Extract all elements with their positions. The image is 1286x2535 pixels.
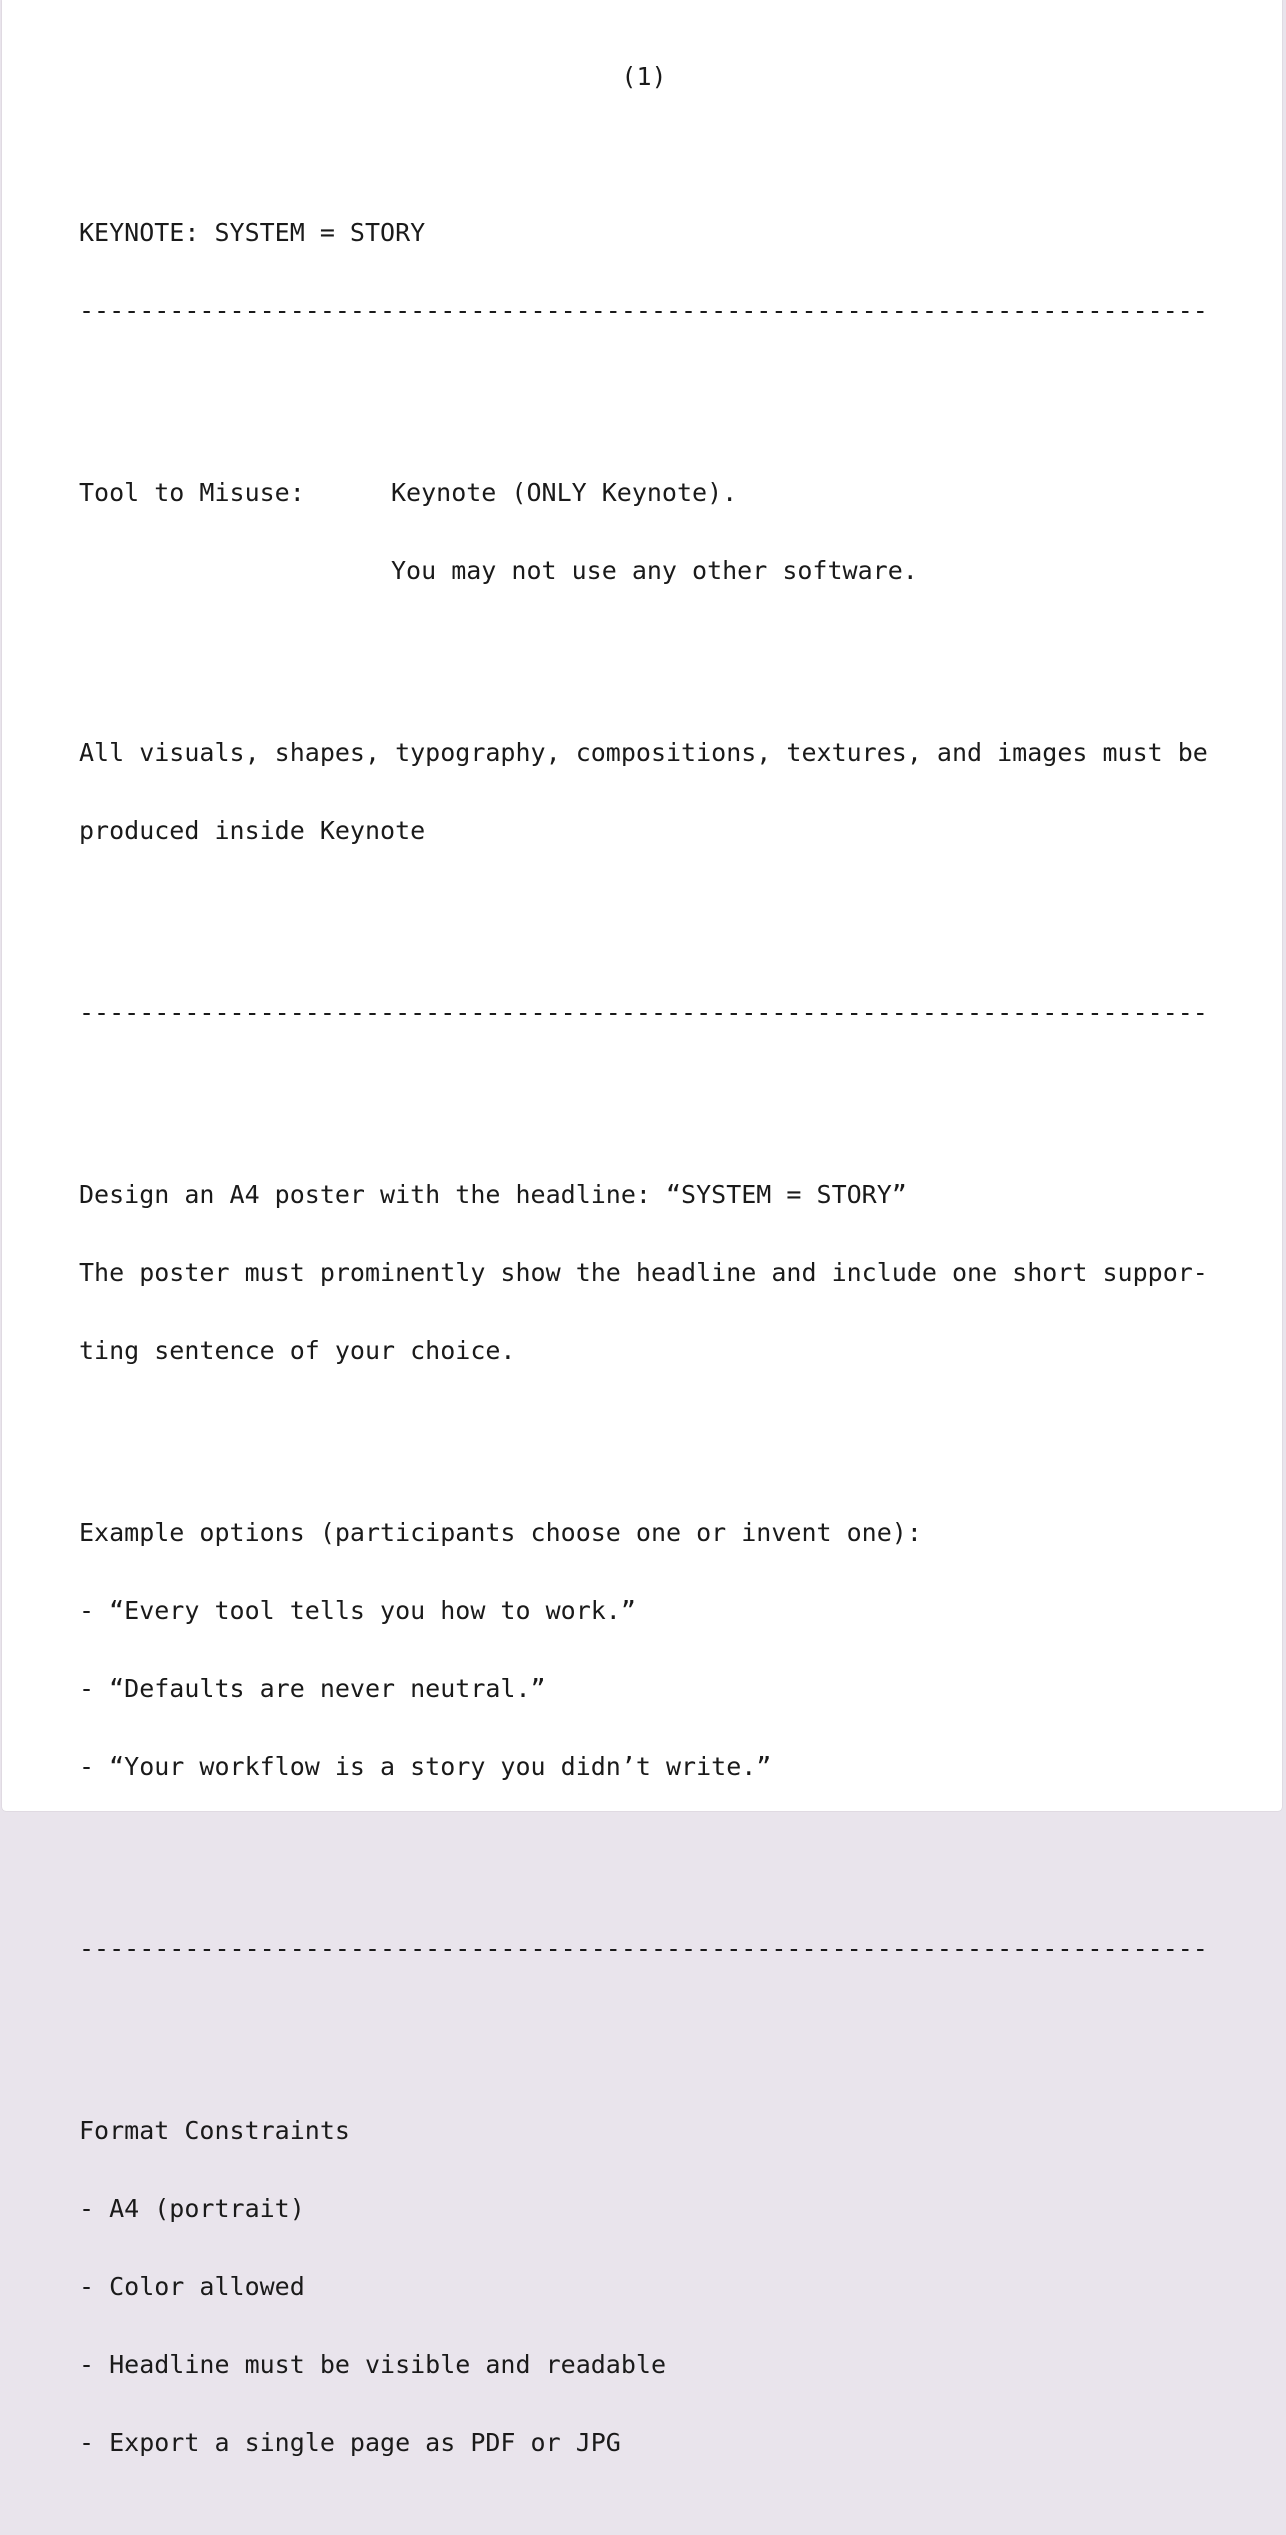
tool-value-line1: Keynote (ONLY Keynote). xyxy=(391,478,738,507)
tool-label: Tool to Misuse: xyxy=(79,478,305,507)
constraint-item: - Export a single page as PDF or JPG xyxy=(79,2428,621,2457)
examples-heading: Example options (participants choose one or invent one): xyxy=(79,1518,922,1547)
constraint-item: - A4 (portrait) xyxy=(79,2194,305,2223)
visuals-note-line2: produced inside Keynote xyxy=(79,816,426,845)
divider-2: --------------------------------------------------------------------------- xyxy=(79,998,1208,1027)
divider-1: --------------------------------------------------------------------------- xyxy=(79,296,1208,325)
constraint-item: - Color allowed xyxy=(79,2272,305,2301)
tool-row-2 xyxy=(79,558,1207,584)
brief-line1: Design an A4 poster with the headline: “SYSTEM = STORY” xyxy=(79,1180,907,1209)
divider-3: --------------------------------------------------------------------------- xyxy=(79,1934,1208,1963)
document-body xyxy=(79,142,1207,2534)
tool-row xyxy=(79,480,1207,506)
document-title: KEYNOTE: SYSTEM = STORY xyxy=(79,218,426,247)
visuals-note-line1: All visuals, shapes, typography, compositions, textures, and images must be xyxy=(79,738,1208,767)
example-item: - “Every tool tells you how to work.” xyxy=(79,1596,636,1625)
document-page xyxy=(2,0,1282,2457)
brief-line2: The poster must prominently show the headline and include one short suppor- xyxy=(79,1258,1208,1287)
brief-line3: ting sentence of your choice. xyxy=(79,1336,516,1365)
example-item: - “Defaults are never neutral.” xyxy=(79,1674,546,1703)
constraints-heading: Format Constraints xyxy=(79,2116,350,2145)
tool-value-line2: You may not use any other software. xyxy=(391,556,918,585)
page-number: (1) xyxy=(621,62,667,91)
example-item: - “Your workflow is a story you didn’t write.” xyxy=(79,1752,772,1781)
constraint-item: - Headline must be visible and readable xyxy=(79,2350,666,2379)
